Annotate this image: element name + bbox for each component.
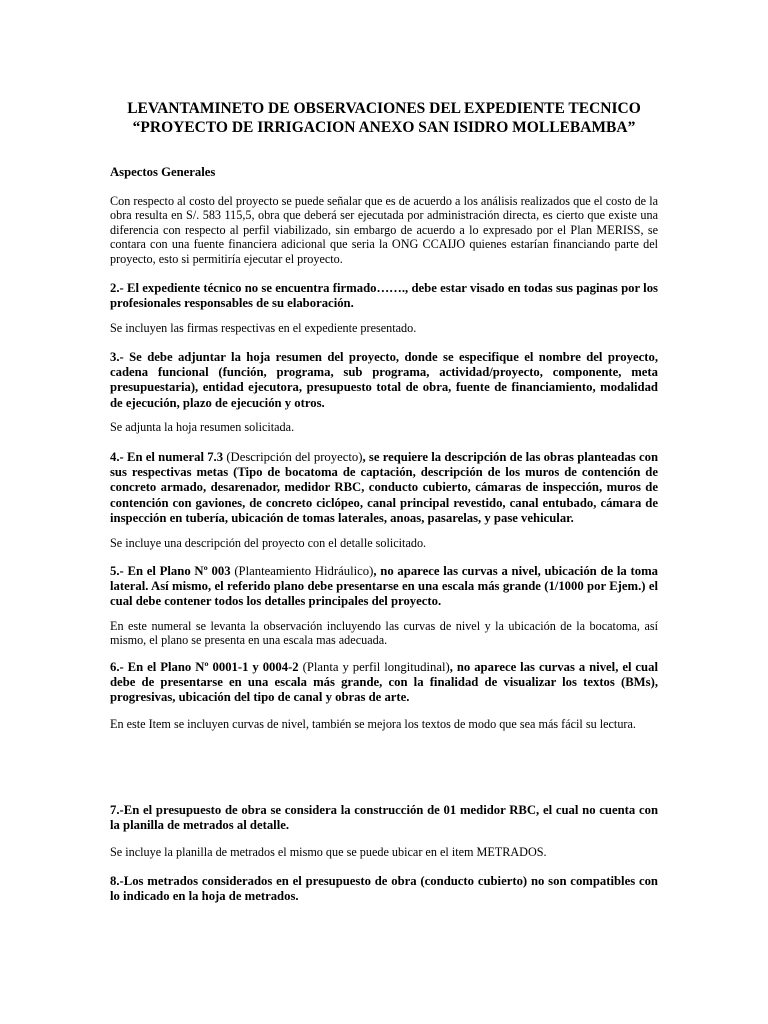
response-3: Se adjunta la hoja resumen solicitada. [110,420,295,434]
section-heading: Aspectos Generales [110,165,216,179]
observation-5-ref: (Planteamiento Hidráulico) [234,564,374,578]
observation-6-prefix: 6.- En el Plano Nº 0001-1 y 0004-2 [110,660,303,674]
response-6: En este Item se incluyen curvas de nivel, también se mejora los textos de modo que sea más fácil su lectura. [110,717,636,731]
response-5: En este numeral se levanta la observación incluyendo las curvas de nivel y la ubicación de la bocatoma, así mismo, el plano se presenta en una escala mas adecuada. [110,619,658,648]
observation-4-text: , se requiere la descripción de las obras planteadas con sus respectivas metas (Tipo de bocatoma de captación, descripción de los muros de contención de concreto armado, desarenador, medidor RBC, conducto cubierto, cámaras de inspección, muros de contención con gaviones, de concreto ciclópeo, canal principal revestido, canal entubado, cámara de inspección en tubería, ubicación de tomas laterales, anoas, pasarelas, y pase vehicular. [110,450,659,525]
observation-3: 3.- Se debe adjuntar la hoja resumen del proyecto, donde se especifique el nombre del proyecto, cadena funcional (función, programa, sub programa, actividad/proyecto, componente, meta presupuestaria), entidad ejecutora, presupuesto total de obra, fuente de financiamiento, modalidad de ejecución, plazo de ejecución y otros. [110,350,658,410]
observation-5 [110,564,658,610]
observation-6-ref: (Planta y perfil longitudinal) [302,660,450,674]
observation-8: 8.-Los metrados considerados en el presupuesto de obra (conducto cubierto) no son compatibles con lo indicado en la hoja de metrados. [110,874,658,904]
observation-5-text: , no aparece las curvas a nivel, ubicación de la toma lateral. Así mismo, el referido plano debe presentarse en una escala más grande (1/1000 por Ejem.) el cual debe contener todos los detalles principales del proyecto. [110,564,658,609]
response-2: Se incluyen las firmas respectivas en el expediente presentado. [110,321,417,335]
observation-5-prefix: 5.- En el Plano Nº 003 [110,564,235,578]
observation-6 [110,660,658,706]
observation-6-text: , no aparece las curvas a nivel, el cual debe de presentarse en una escala más grande, con la finalidad de visualizar los textos (BMs), progresivas, ubicación del tipo de canal y obras de arte. [110,660,658,705]
response-7: Se incluye la planilla de metrados el mismo que se puede ubicar en el item METRADOS. [110,845,547,859]
response-4: Se incluye una descripción del proyecto con el detalle solicitado. [110,536,427,550]
intro-paragraph: Con respecto al costo del proyecto se puede señalar que es de acuerdo a los análisis realizados que el costo de la obra resulta en S/. 583 115,5, obra que deberá ser ejecutada por administración directa, es cierto que existe una diferencia con respecto al perfil viabilizado, sin embargo de acuerdo a lo expresado por el Plan MERISS, se contara con una fuente financiera adicional que seria la ONG CCAIJO quienes estarían financiando parte del proyecto, esto si permitiría ejecutar el proyecto. [110,194,658,266]
document-title-line-2: “PROYECTO DE IRRIGACION ANEXO SAN ISIDRO MOLLEBAMBA” [132,119,636,136]
document-title-line-1: LEVANTAMINETO DE OBSERVACIONES DEL EXPEDIENTE TECNICO [127,100,641,117]
observation-4 [110,450,658,526]
observation-2: 2.- El expediente técnico no se encuentra firmado……., debe estar visado en todas sus paginas por los profesionales responsables de su elaboración. [110,281,658,311]
observation-4-prefix: 4.- En el numeral 7.3 [110,450,227,464]
observation-4-ref: (Descripción del proyecto) [226,450,363,464]
observation-7: 7.-En el presupuesto de obra se considera la construcción de 01 medidor RBC, el cual no cuenta con la planilla de metrados al detalle. [110,803,658,833]
